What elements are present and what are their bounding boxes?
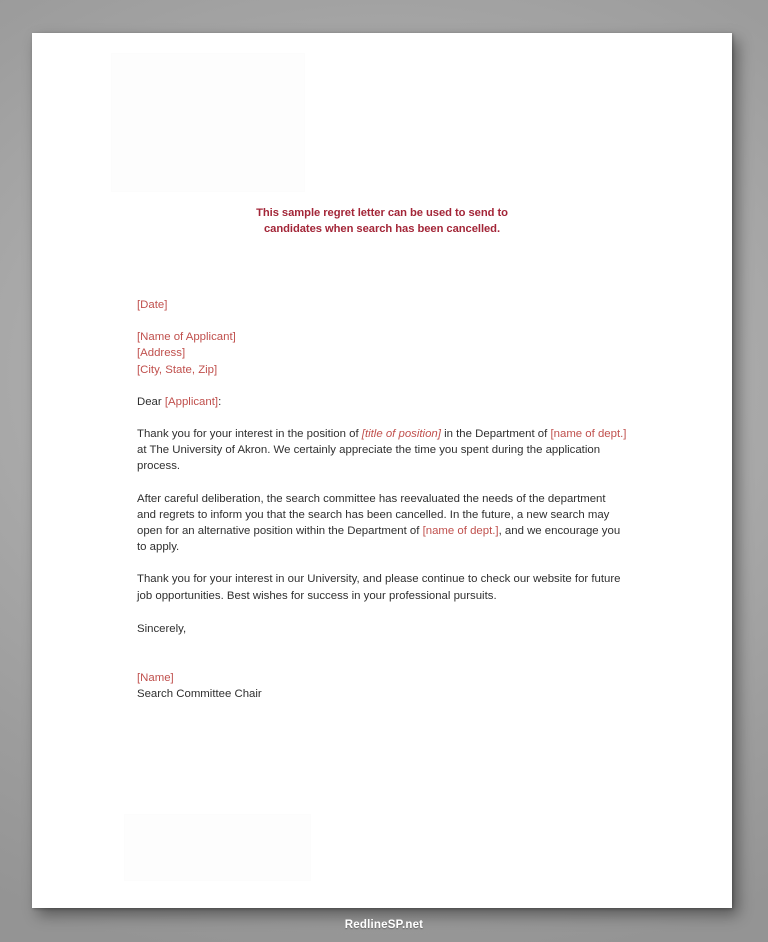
signature-name-placeholder: [Name] — [137, 672, 174, 685]
heading-line-2: candidates when search has been cancelled. — [263, 223, 501, 235]
paragraph-3 — [137, 571, 627, 603]
paragraph-2-segment-3: , and we encourage you to apply. — [137, 525, 621, 554]
closing-line: Sincerely, — [137, 622, 187, 635]
paragraph-3-text: Thank you for your interest in our University, and please continue to check our website for future job opportunities. Best wishes for success in your professional pursuits. — [137, 573, 621, 602]
recipient-city-state-zip: [City, State, Zip] — [137, 363, 218, 376]
signature-title: Search Committee Chair — [137, 688, 262, 701]
sample-letter-heading — [137, 205, 627, 237]
paragraph-1-title-placeholder: [title of position] — [361, 428, 441, 441]
letter-body — [137, 33, 627, 702]
salutation-greeting: Dear — [137, 395, 165, 408]
heading-line-1: This sample regret letter can be used to send to — [256, 207, 508, 219]
paragraph-1-dept-placeholder: [name of dept.] — [550, 428, 627, 441]
date-placeholder-text: [Date] — [137, 299, 168, 311]
recipient-address-block — [137, 329, 627, 378]
paragraph-2-dept-placeholder: [name of dept.] — [422, 525, 499, 538]
recipient-name: [Name of Applicant] — [137, 331, 236, 344]
image-placeholder-bottom — [125, 815, 310, 880]
date-placeholder — [137, 297, 627, 313]
salutation-punctuation: : — [218, 395, 222, 408]
paragraph-1 — [137, 426, 627, 475]
paragraph-2-segment-1: After careful deliberation, the search committee has reevaluated the needs of the department and regrets to inform you that the search has been cancelled. In the future, a new search may open for an alternative position within the Department of — [137, 492, 610, 538]
salutation-line — [137, 394, 627, 410]
site-watermark: RedlineSP.net — [344, 919, 424, 931]
paragraph-1-segment-1: Thank you for your interest in the position of — [137, 428, 362, 441]
salutation-placeholder: [Applicant] — [164, 395, 219, 408]
document-page — [32, 33, 732, 908]
paragraph-2 — [137, 491, 627, 556]
paragraph-1-segment-3: in the Department of — [440, 428, 551, 441]
recipient-address: [Address] — [137, 347, 186, 360]
paragraph-1-segment-5: at The University of Akron. We certainly appreciate the time you spent during the application process. — [137, 444, 601, 473]
signature-block — [137, 670, 627, 702]
